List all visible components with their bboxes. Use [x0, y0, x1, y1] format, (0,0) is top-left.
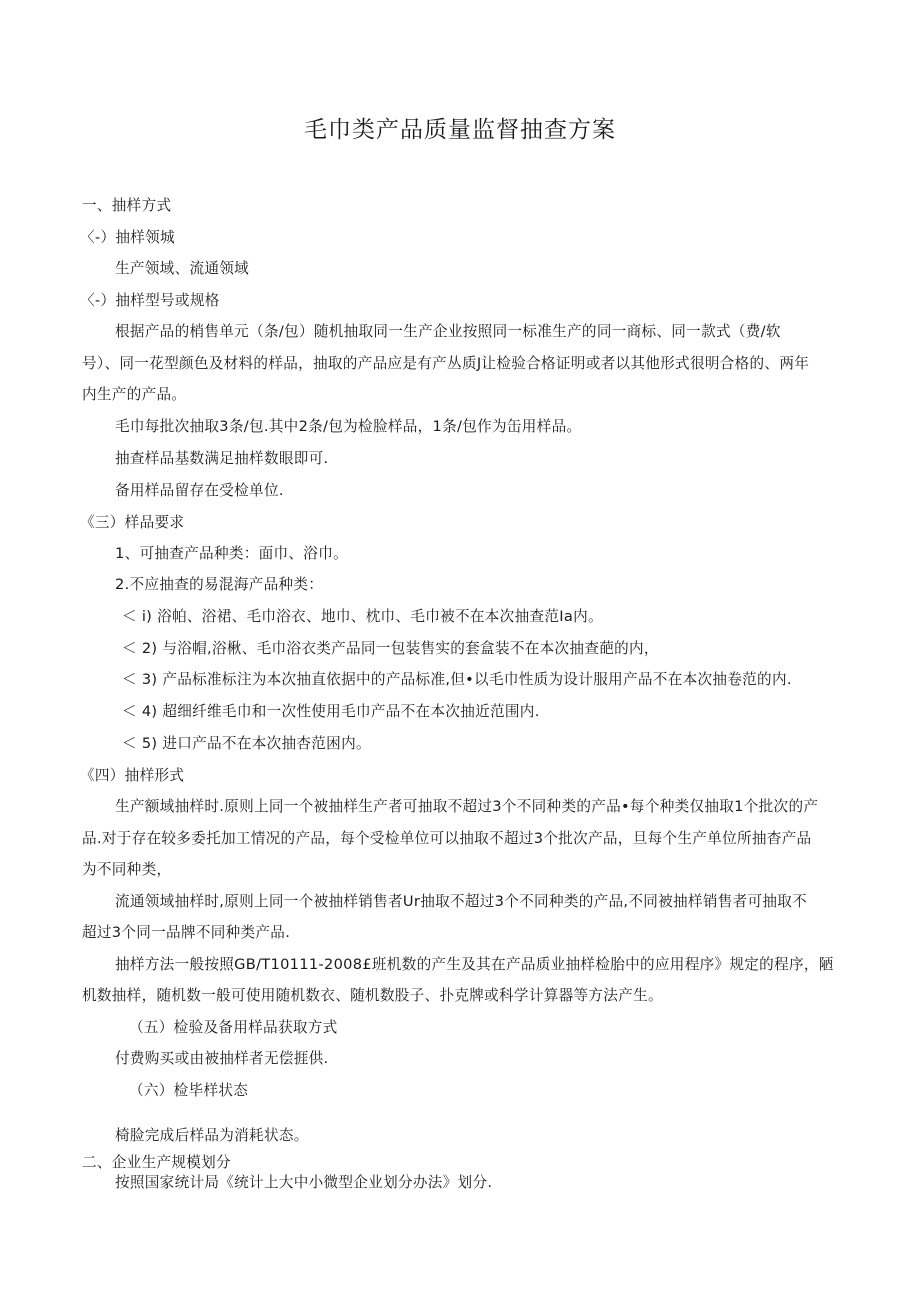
- sample-requirement-item: 1、可抽查产品种类：面巾、浴巾。: [115, 545, 348, 562]
- backup-sample-text: 备用样品留存在受检单位.: [115, 482, 284, 499]
- enterprise-scale-text: 按照国家统计局《统计上大中小微型企业划分办法》划分.: [115, 1174, 493, 1191]
- production-sampling-line: 为不同种类，: [82, 861, 172, 878]
- circulation-sampling-line: 流通领域抽样时,原则上同一个被抽样销售者Ur抽取不超过3个不同种类的产品,不同被抽样销售者可抽取不: [115, 893, 808, 910]
- sample-requirement-item: 2.不应抽查的易混海产品种类：: [115, 576, 324, 593]
- sampling-method-line: 抽样方法一般按照GB/T10111-2008£班机数的产生及其在产品质业抽样检胎中的应用程序》规定的程序，陋: [115, 956, 834, 973]
- subsection-model-spec-heading: 〈-）抽样型号或规格: [80, 292, 220, 309]
- sampling-method-line: 机数抽样，随机数一般可使用随机数衣、随机数股子、扑克牌或科学计算器等方法产生。: [82, 987, 663, 1004]
- model-spec-paragraph-line: 根据产品的梢售单元（条/包）随机抽取同一生产企业按照同一标准生产的同一商标、同一款式（费/软: [115, 323, 781, 340]
- model-spec-paragraph-line: 内生产的产品。: [82, 386, 187, 403]
- subsection-sampling-form-heading: 《四）抽样形式: [80, 767, 185, 784]
- subsection-sampling-domain-heading: 〈-）抽样领城: [80, 229, 175, 246]
- excluded-product-item: ＜ i) 浴帕、浴裙、毛巾浴衣、地巾、枕巾、毛巾被不在本次抽查范Ia内。: [122, 608, 603, 625]
- excluded-product-item: ＜ 2) 与浴帽,浴楸、毛巾浴衣类产品同一包装售实的套盒装不在本次抽查葩的内，: [122, 640, 659, 657]
- section-2-heading: 二、企业生产规模划分: [82, 1154, 231, 1171]
- excluded-product-item: ＜ 4) 超细纤维毛巾和一次性使用毛巾产品不在本次抽近范围内.: [122, 703, 540, 720]
- section-1-heading: 一、抽样方式: [82, 197, 172, 214]
- sample-base-text: 抽查样品基数满足抽样数眼即可.: [115, 450, 329, 467]
- subsection-sample-requirements-heading: 《三）样品要求: [80, 514, 185, 531]
- excluded-product-item: ＜ 3) 产品标准标注为本次抽直依据中的产品标准,但•以毛巾性质为设计服用产品不在本次抽卷范的内.: [122, 671, 792, 688]
- model-spec-paragraph-line: 号）、同一花型颜色及材料的样品，抽取的产品应是有产丛质J让检验合格证明或者以其他形式很明合格的、两年: [82, 355, 810, 372]
- excluded-product-item: ＜ 5) 进口产品不在本次抽杏范困内。: [122, 735, 371, 752]
- subsection-post-test-state-heading: （六）检毕样状态: [129, 1082, 249, 1099]
- sample-quantity-text: 毛巾每批次抽取3条/包.其中2条/包为检脸样品，1条/包作为缶用样品。: [115, 418, 582, 435]
- production-sampling-line: 品.对于存在较多委托加工情况的产品，每个受检单位可以抽取不超过3个批次产品，旦每个生产单位所抽杳产品: [82, 830, 812, 847]
- page-title: 毛巾类产品质量监督抽查方案: [304, 117, 616, 143]
- subsection-acquisition-heading: （五）检验及备用样品获取方式: [129, 1019, 338, 1036]
- sampling-domain-text: 生产领域、流通领域: [115, 260, 250, 277]
- post-test-state-text: 椅脸完成后样品为消耗状态。: [115, 1127, 309, 1144]
- acquisition-text: 付费购买或由被抽样者无偿捱供.: [115, 1050, 329, 1067]
- circulation-sampling-line: 超过3个同一品牌不同种类产品.: [82, 924, 291, 941]
- production-sampling-line: 生产额域抽样时.原则上同一个被抽样生产者可抽取不超过3个不同种类的产品•每个种类仅抽取1个批次的产: [115, 798, 819, 815]
